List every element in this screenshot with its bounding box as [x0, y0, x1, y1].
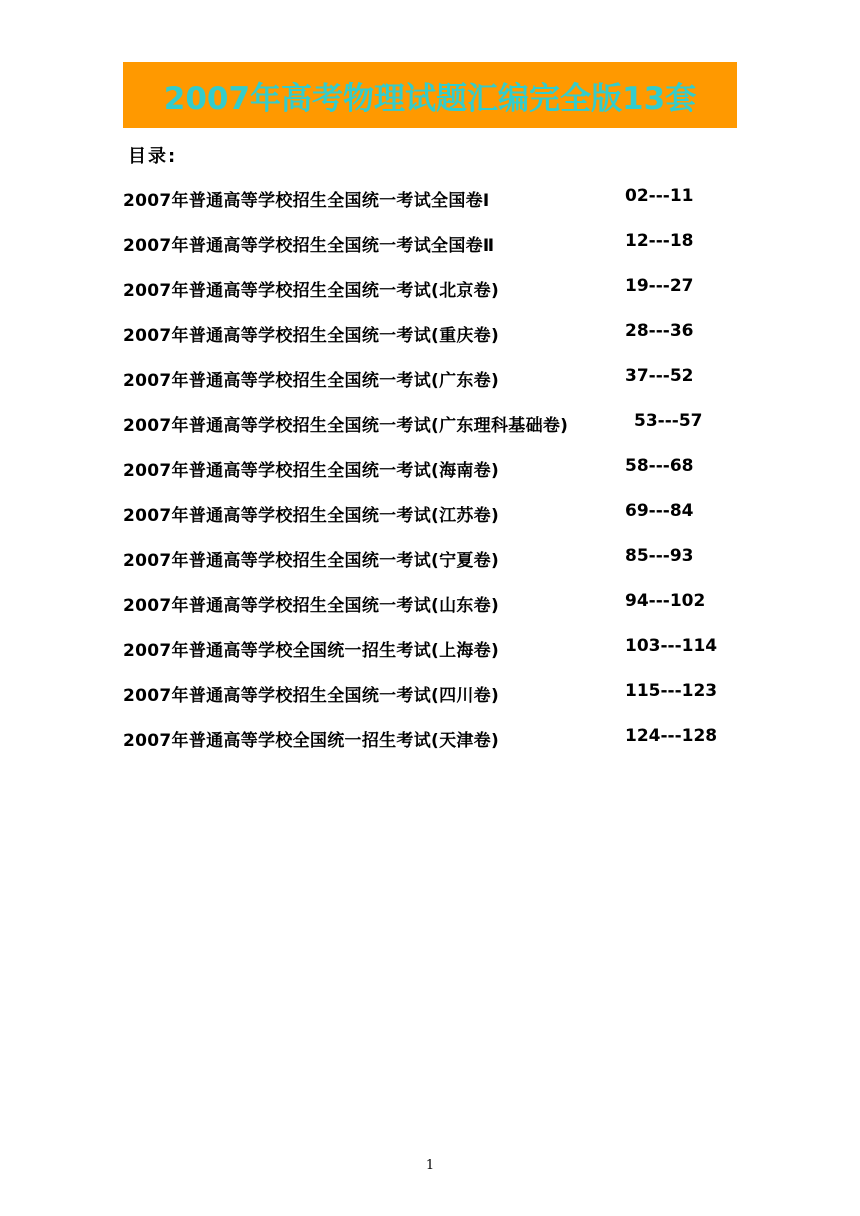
- toc-entry: [123, 225, 763, 270]
- toc-entry-title: 2007年普通高等学校招生全国统一考试(山东卷): [123, 596, 500, 616]
- toc-label: 目录:: [128, 146, 178, 167]
- toc-entry: [123, 585, 763, 630]
- toc-entry: [123, 630, 763, 675]
- toc-entry-pages: 19---27: [625, 276, 694, 296]
- toc-entry-title: 2007年普通高等学校招生全国统一考试(北京卷): [123, 281, 500, 301]
- toc-entry: [123, 450, 763, 495]
- toc-entry: [123, 540, 763, 585]
- toc-entry-title: 2007年普通高等学校招生全国统一考试(重庆卷): [123, 326, 500, 346]
- toc-entry-pages: 02---11: [625, 186, 694, 206]
- toc-entry-pages: 69---84: [625, 501, 694, 521]
- toc-entry-pages: 37---52: [625, 366, 694, 386]
- toc-entry-pages: 28---36: [625, 321, 694, 341]
- page-number: 1: [425, 1158, 435, 1173]
- toc-entry-title: 2007年普通高等学校全国统一招生考试(天津卷): [123, 731, 500, 751]
- title-banner: [123, 62, 737, 128]
- toc-entry: [123, 720, 763, 765]
- toc-entry-pages: 115---123: [625, 681, 718, 701]
- toc-entry-title: 2007年普通高等学校招生全国统一考试(广东卷): [123, 371, 500, 391]
- toc-entry-pages: 94---102: [625, 591, 706, 611]
- toc-entry: [123, 270, 763, 315]
- table-of-contents: [123, 180, 763, 765]
- toc-entry-pages: 103---114: [625, 636, 718, 656]
- toc-entry-title: 2007年普通高等学校招生全国统一考试全国卷Ⅱ: [123, 236, 495, 256]
- document-title: 2007年高考物理试题汇编完全版13套: [163, 80, 697, 117]
- toc-entry-title: 2007年普通高等学校招生全国统一考试(江苏卷): [123, 506, 500, 526]
- toc-entry-title: 2007年普通高等学校全国统一招生考试(上海卷): [123, 641, 500, 661]
- toc-entry-pages: 53---57: [634, 411, 703, 431]
- toc-entry: [123, 180, 763, 225]
- toc-entry-title: 2007年普通高等学校招生全国统一考试(宁夏卷): [123, 551, 500, 571]
- toc-entry: [123, 315, 763, 360]
- toc-entry: [123, 360, 763, 405]
- toc-entry: [123, 495, 763, 540]
- toc-entry-title: 2007年普通高等学校招生全国统一考试(海南卷): [123, 461, 500, 481]
- toc-entry-title: 2007年普通高等学校招生全国统一考试全国卷Ⅰ: [123, 191, 490, 211]
- toc-entry: [123, 405, 763, 450]
- toc-entry: [123, 675, 763, 720]
- toc-entry-pages: 58---68: [625, 456, 694, 476]
- toc-entry-pages: 12---18: [625, 231, 694, 251]
- toc-entry-pages: 124---128: [625, 726, 718, 746]
- toc-entry-pages: 85---93: [625, 546, 694, 566]
- toc-entry-title: 2007年普通高等学校招生全国统一考试(广东理科基础卷): [123, 416, 569, 436]
- toc-entry-title: 2007年普通高等学校招生全国统一考试(四川卷): [123, 686, 500, 706]
